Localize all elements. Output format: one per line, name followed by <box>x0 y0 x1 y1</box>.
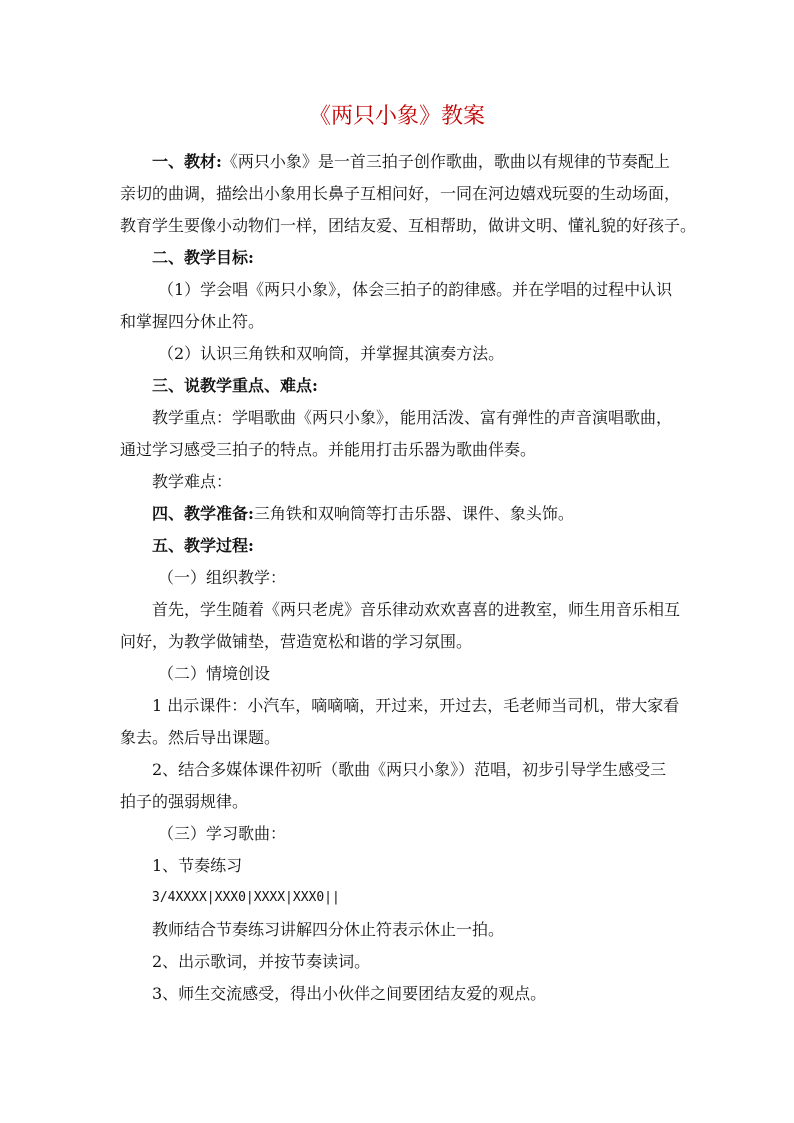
page-title: 《两只小象》教案 <box>308 104 485 129</box>
part-2-item-2-line-2: 拍子的强弱规律。 <box>120 792 249 811</box>
difficulty: 教学难点： <box>152 472 233 491</box>
section-2-heading: 二、教学目标: <box>152 248 254 267</box>
section-1-label: 一、教材: <box>152 152 222 171</box>
section-3-heading: 三、说教学重点、难点: <box>152 376 318 395</box>
part-3-item-3: 3、师生交流感受，得出小伙伴之间要团结友爱的观点。 <box>152 984 547 1003</box>
key-point-line-1: 教学重点：学唱歌曲《两只小象》，能用活泼、富有弹性的声音演唱歌曲， <box>152 408 673 427</box>
part-2-item-1-line-1: 1 出示课件：小汽车，嘀嘀嘀，开过来，开过去，毛老师当司机，带大家看 <box>152 696 680 715</box>
part-2-item-2-line-1: 2、结合多媒体课件初听（歌曲《两只小象》）范唱，初步引导学生感受三 <box>152 760 667 779</box>
section-1-text: 《两只小象》是一首三拍子创作歌曲，歌曲以有规律的节奏配上 <box>221 152 670 171</box>
part-3-title: （三）学习歌曲： <box>158 824 287 843</box>
goal-1-line-1: （1）学会唱《两只小象》，体会三拍子的韵律感。并在学唱的过程中认识 <box>158 280 673 299</box>
section-1-line-3: 教育学生要像小动物们一样，团结友爱、互相帮助，做讲文明、懂礼貌的好孩子。 <box>120 216 697 235</box>
part-3-note: 教师结合节奏练习讲解四分休止符表示休止一拍。 <box>152 920 505 939</box>
section-4-label: 四、教学准备: <box>152 504 254 523</box>
part-3-item-1: 1、节奏练习 <box>152 856 243 875</box>
section-1-line-2: 亲切的曲调，描绘出小象用长鼻子互相问好，一同在河边嬉戏玩耍的生动场面， <box>120 184 681 203</box>
part-3-item-2: 2、出示歌词，并按节奏读词。 <box>152 952 371 971</box>
part-1-line-2: 问好，为教学做铺垫，营造宽松和谐的学习氛围。 <box>120 632 473 651</box>
section-4-text: 三角铁和双响筒等打击乐器、课件、象头饰。 <box>253 504 574 523</box>
goal-1-line-2: 和掌握四分休止符。 <box>120 312 265 331</box>
rhythm-notation: 3/4XXXX|XXX0|XXXX|XXX0|| <box>152 890 340 905</box>
part-1-line-1: 首先，学生随着《两只老虎》音乐律动欢欢喜喜的进教室，师生用音乐相互 <box>152 600 681 619</box>
section-5-heading: 五、教学过程: <box>152 536 254 555</box>
part-2-item-1-line-2: 象去。然后导出课题。 <box>120 728 281 747</box>
section-4-line <box>120 498 682 530</box>
part-2-title: （二）情境创设 <box>158 664 271 683</box>
part-1-title: （一）组织教学： <box>158 568 287 587</box>
document-body <box>120 146 697 1010</box>
section-1-line-1 <box>120 146 682 178</box>
goal-2: （2）认识三角铁和双响筒，并掌握其演奏方法。 <box>158 344 505 363</box>
key-point-line-2: 通过学习感受三拍子的特点。并能用打击乐器为歌曲伴奏。 <box>120 440 537 459</box>
